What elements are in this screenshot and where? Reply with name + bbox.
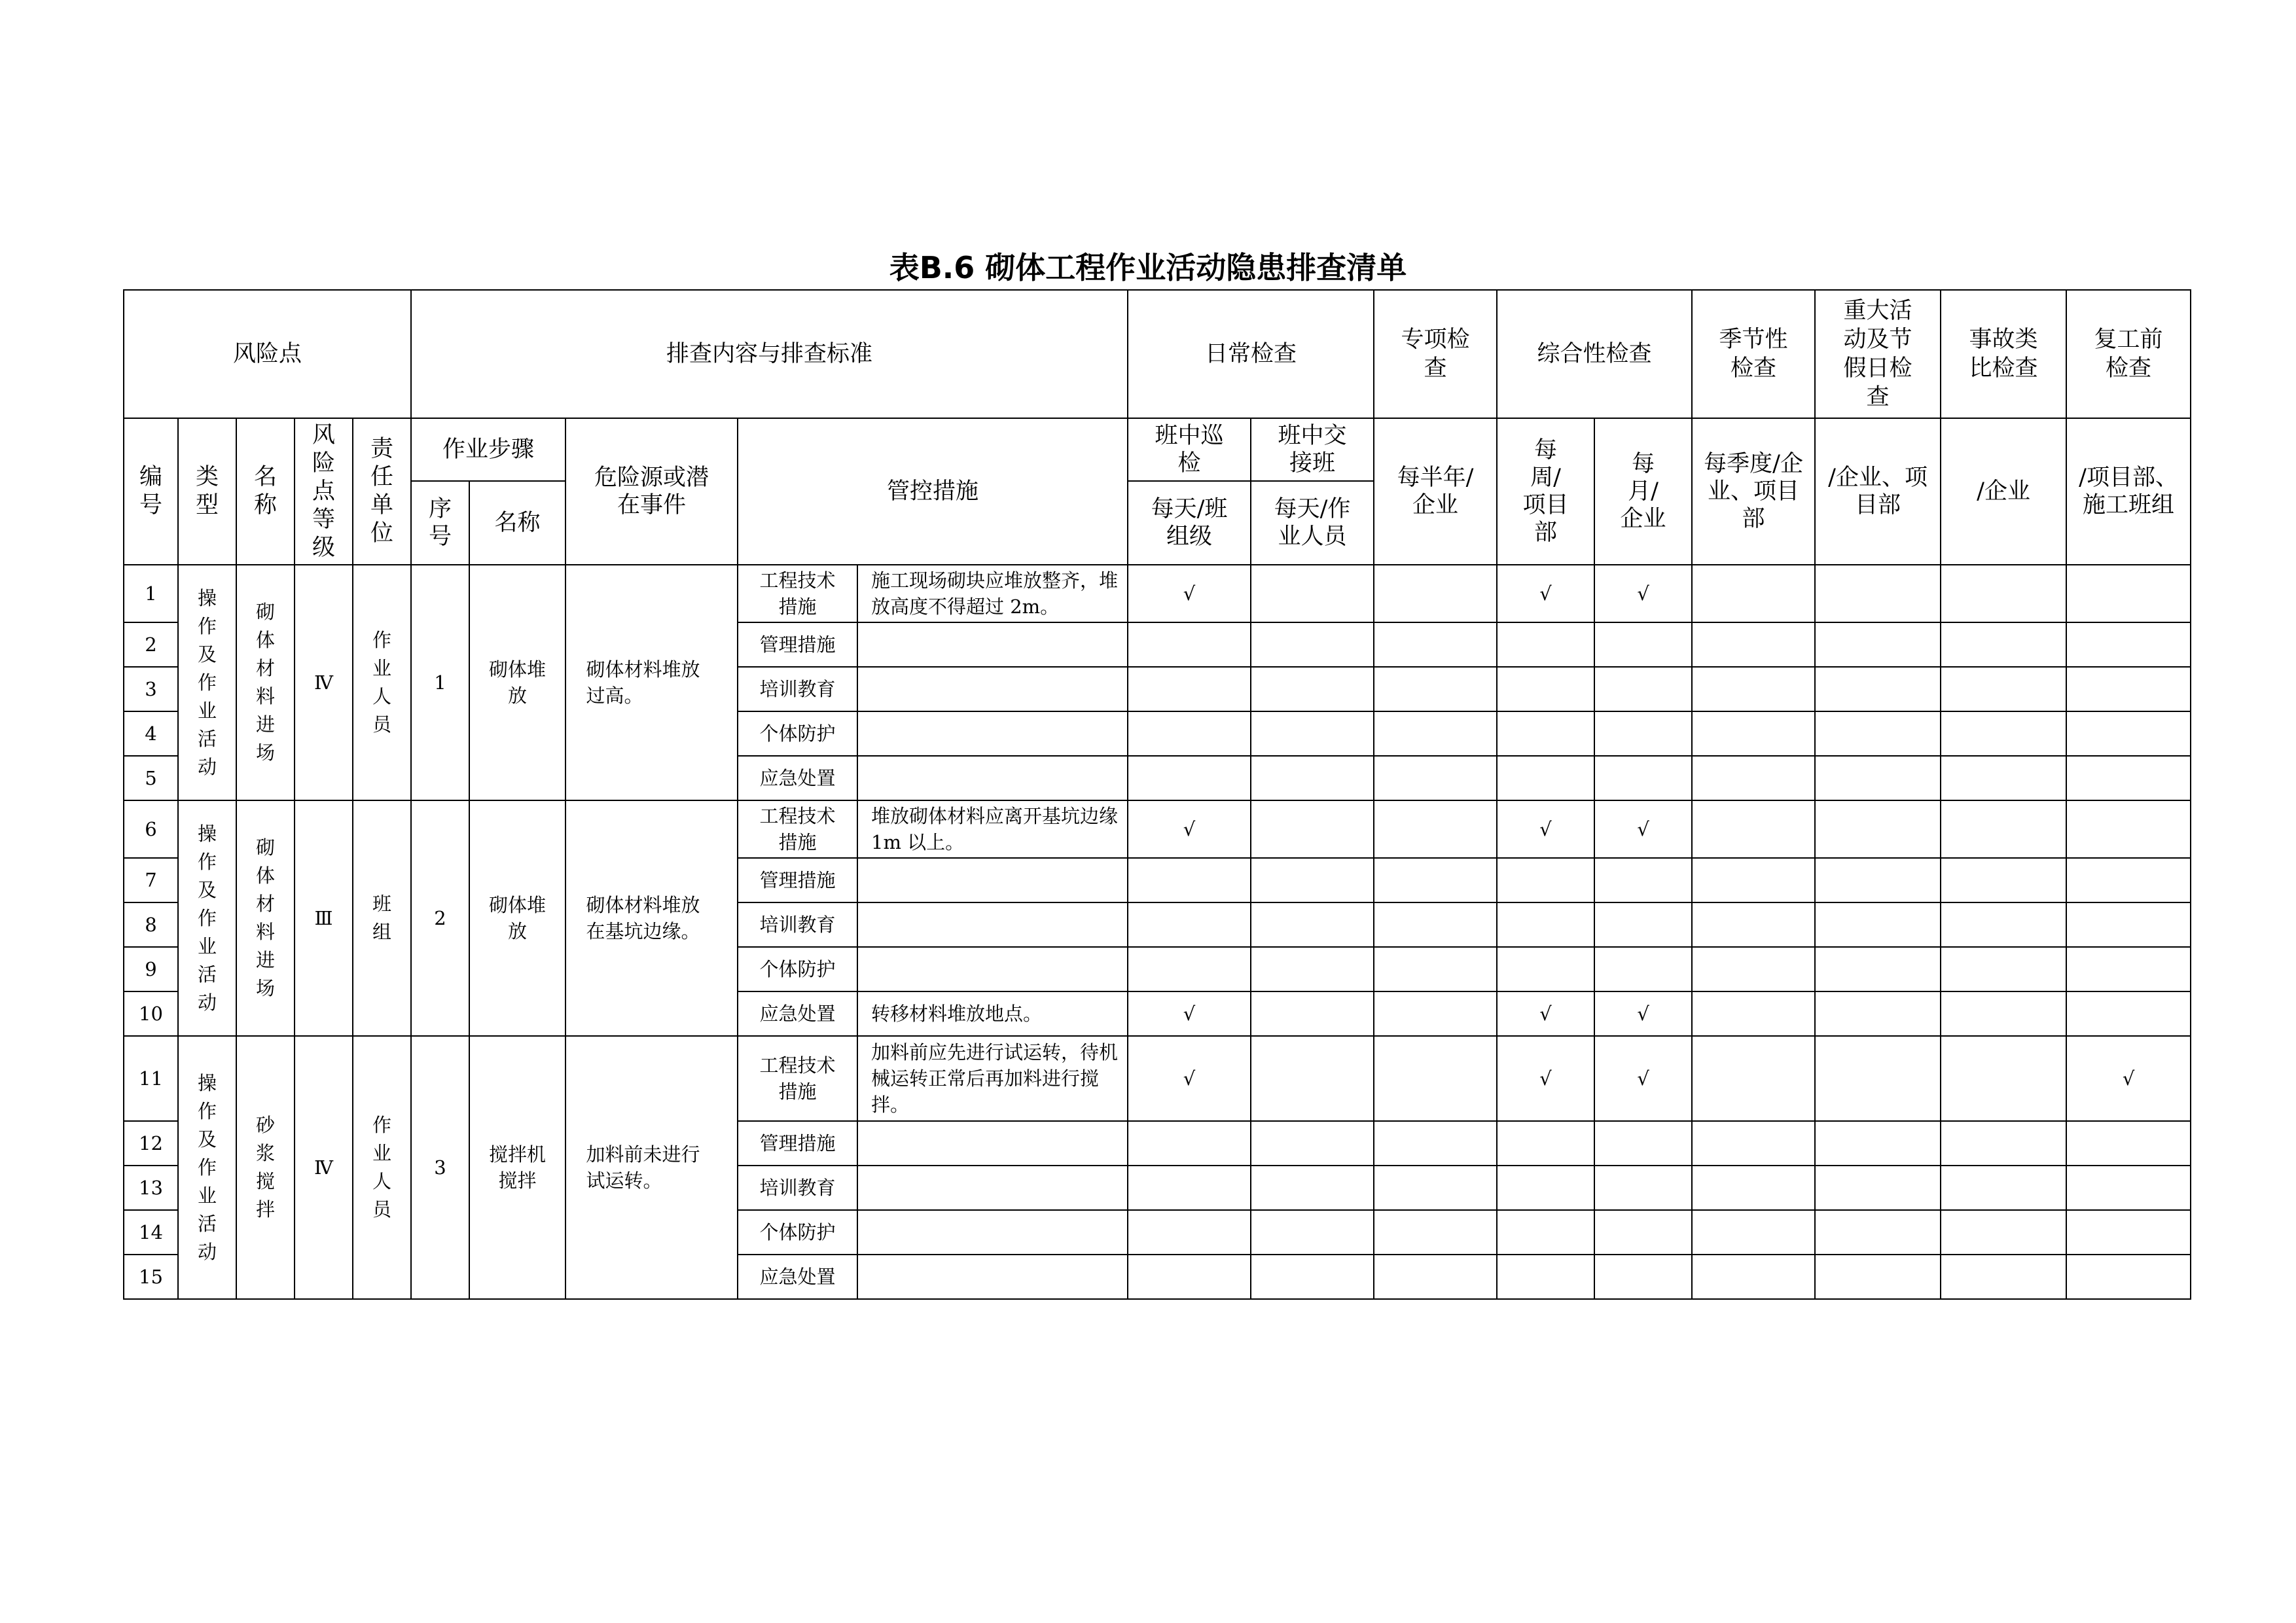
check-mark — [1815, 991, 1941, 1036]
check-mark — [1374, 800, 1497, 858]
control-measure: 堆放砌体材料应离开基坑边缘 1m 以上。 — [857, 800, 1128, 858]
header-type — [178, 418, 236, 565]
check-mark — [1941, 711, 2066, 756]
check-mark — [1374, 991, 1497, 1036]
check-mark: √ — [1594, 1036, 1692, 1121]
check-mark — [1815, 1166, 1941, 1210]
check-mark — [1497, 947, 1594, 991]
check-mark: √ — [1128, 991, 1251, 1036]
check-mark — [1251, 1036, 1374, 1121]
control-measure — [857, 1121, 1128, 1166]
hazard-event-text: 砌体材料堆放过高。 — [586, 658, 700, 707]
check-mark: √ — [1497, 1036, 1594, 1121]
check-mark — [1941, 1255, 2066, 1299]
check-mark — [1815, 1036, 1941, 1121]
check-mark — [1692, 1255, 1815, 1299]
check-mark — [1941, 667, 2066, 711]
control-measure: 转移材料堆放地点。 — [857, 991, 1128, 1036]
activity-type-text: 操作及作业活动 — [197, 822, 217, 1014]
check-mark — [1128, 947, 1251, 991]
step-name — [469, 1036, 565, 1299]
header-accident-org: /企业 — [1941, 418, 2066, 565]
check-mark — [2066, 800, 2191, 858]
check-mark — [1815, 858, 1941, 902]
check-mark — [1374, 756, 1497, 800]
check-mark — [1374, 1210, 1497, 1255]
hazard-event — [565, 800, 738, 1036]
header-control-measures: 管控措施 — [738, 418, 1128, 565]
control-measure — [857, 1210, 1128, 1255]
table-row — [124, 1036, 2191, 1121]
check-mark — [2066, 756, 2191, 800]
header-resume-org-label: /项目部、施工班组 — [2079, 465, 2178, 518]
check-mark — [2066, 858, 2191, 902]
check-mark — [1941, 1166, 2066, 1210]
check-mark — [1497, 902, 1594, 947]
control-category-text: 应急处置 — [759, 1266, 836, 1288]
header-shift-patrol — [1128, 418, 1251, 481]
check-mark: √ — [1594, 565, 1692, 622]
check-mark — [1251, 947, 1374, 991]
check-mark — [1251, 1166, 1374, 1210]
header-special-check — [1374, 290, 1497, 418]
header-daily-team-label: 每天/班组级 — [1151, 496, 1228, 550]
step-name-text: 搅拌机搅拌 — [489, 1143, 547, 1192]
check-mark — [1941, 991, 2066, 1036]
check-mark — [1374, 1036, 1497, 1121]
responsible-unit — [353, 1036, 411, 1299]
row-number: 7 — [124, 858, 178, 902]
hazard-event — [565, 1036, 738, 1299]
control-category-text: 工程技术措施 — [759, 1054, 836, 1103]
check-mark — [1374, 622, 1497, 667]
check-mark — [1941, 622, 2066, 667]
activity-name-text: 砌体材料进场 — [255, 836, 275, 999]
step-name — [469, 800, 565, 1036]
header-work-step: 作业步骤 — [411, 418, 565, 481]
header-shift-patrol-label: 班中巡检 — [1155, 423, 1224, 476]
header-holiday-check — [1815, 290, 1941, 418]
check-mark — [1128, 1166, 1251, 1210]
control-measure — [857, 622, 1128, 667]
step-seq: 1 — [411, 565, 469, 800]
row-number: 10 — [124, 991, 178, 1036]
check-mark — [1692, 622, 1815, 667]
header-name — [236, 418, 295, 565]
check-mark — [1374, 1121, 1497, 1166]
control-category-text: 个体防护 — [759, 958, 836, 980]
check-mark — [1941, 858, 2066, 902]
control-measure: 加料前应先进行试运转，待机械运转正常后再加料进行搅拌。 — [857, 1036, 1128, 1121]
check-mark — [1128, 711, 1251, 756]
step-name-text: 砌体堆放 — [489, 658, 547, 707]
check-mark — [1815, 800, 1941, 858]
responsible-unit-text: 班组 — [372, 893, 391, 943]
check-mark — [2066, 667, 2191, 711]
header-half-year-label: 每半年/企业 — [1397, 465, 1474, 518]
control-category — [738, 565, 857, 622]
check-mark — [1251, 565, 1374, 622]
check-mark — [1815, 947, 1941, 991]
header-no — [124, 418, 178, 565]
header-accident-check-label: 事故类比检查 — [1969, 327, 2038, 382]
check-mark — [2066, 1255, 2191, 1299]
hazard-checklist-table — [123, 289, 2191, 1300]
check-mark — [1594, 756, 1692, 800]
control-category — [738, 1255, 857, 1299]
control-category-text: 管理措施 — [759, 633, 836, 656]
table-row — [124, 565, 2191, 622]
check-mark — [1251, 1121, 1374, 1166]
activity-type — [178, 565, 236, 800]
control-category — [738, 1121, 857, 1166]
responsible-unit-text: 作业人员 — [372, 1114, 391, 1221]
check-mark — [1815, 1121, 1941, 1166]
check-mark — [1594, 1255, 1692, 1299]
responsible-unit-text: 作业人员 — [372, 629, 391, 736]
hazard-event-text: 砌体材料堆放在基坑边缘。 — [586, 894, 700, 942]
check-mark — [1815, 667, 1941, 711]
row-number: 11 — [124, 1036, 178, 1121]
step-name-text: 砌体堆放 — [489, 894, 547, 942]
activity-type — [178, 1036, 236, 1299]
check-mark — [2066, 1166, 2191, 1210]
control-category-text: 应急处置 — [759, 767, 836, 789]
header-responsible-unit — [353, 418, 411, 565]
header-seasonal-check — [1692, 290, 1815, 418]
header-risk-level-label: 风险点等级 — [312, 421, 335, 561]
control-measure — [857, 1255, 1128, 1299]
header-daily-worker — [1251, 481, 1374, 565]
header-daily-check: 日常检查 — [1128, 290, 1374, 418]
check-mark — [2066, 991, 2191, 1036]
control-category-text: 培训教育 — [759, 1177, 836, 1199]
check-mark — [1692, 1166, 1815, 1210]
check-mark — [1594, 711, 1692, 756]
check-mark — [1128, 622, 1251, 667]
check-mark — [1815, 756, 1941, 800]
header-resume-check-label: 复工前检查 — [2094, 327, 2163, 382]
check-mark — [1251, 711, 1374, 756]
check-mark — [2066, 902, 2191, 947]
control-category — [738, 1210, 857, 1255]
check-mark — [1692, 991, 1815, 1036]
check-mark — [2066, 622, 2191, 667]
check-mark — [1497, 667, 1594, 711]
control-category — [738, 858, 857, 902]
activity-name — [236, 1036, 295, 1299]
header-name-label: 名称 — [253, 464, 277, 518]
check-mark — [1374, 947, 1497, 991]
header-monthly — [1594, 418, 1692, 565]
header-quarterly-label: 每季度/企业、项目部 — [1704, 451, 1803, 532]
control-measure — [857, 902, 1128, 947]
control-category — [738, 991, 857, 1036]
check-mark — [1251, 1255, 1374, 1299]
check-mark — [1374, 711, 1497, 756]
header-seq — [411, 481, 469, 565]
control-category — [738, 947, 857, 991]
check-mark — [1815, 565, 1941, 622]
control-category-text: 管理措施 — [759, 1132, 836, 1154]
check-mark — [1594, 1166, 1692, 1210]
control-category — [738, 711, 857, 756]
check-mark — [1815, 1255, 1941, 1299]
check-mark — [2066, 711, 2191, 756]
check-mark — [1497, 756, 1594, 800]
header-responsible-unit-label: 责任单位 — [370, 436, 393, 546]
header-risk-point: 风险点 — [124, 290, 411, 418]
page-title: 表B.6 砌体工程作业活动隐患排查清单 — [889, 250, 1407, 285]
row-number: 5 — [124, 756, 178, 800]
activity-name — [236, 565, 295, 800]
header-no-label: 编号 — [139, 464, 162, 518]
control-category-text: 应急处置 — [759, 1003, 836, 1025]
table-row — [124, 800, 2191, 858]
control-category-text: 工程技术措施 — [759, 569, 836, 618]
check-mark — [2066, 565, 2191, 622]
activity-type-text: 操作及作业活动 — [197, 586, 217, 778]
control-measure — [857, 1166, 1128, 1210]
check-mark: √ — [1128, 565, 1251, 622]
control-category — [738, 1166, 857, 1210]
header-monthly-label: 每月/企业 — [1620, 451, 1666, 532]
check-mark: √ — [1128, 800, 1251, 858]
check-mark — [1692, 1036, 1815, 1121]
header-hazard — [565, 418, 738, 565]
check-mark — [1815, 711, 1941, 756]
check-mark — [2066, 1121, 2191, 1166]
check-mark — [1815, 1210, 1941, 1255]
table-body — [124, 565, 2191, 1299]
check-mark — [1594, 667, 1692, 711]
header-special-check-label: 专项检查 — [1401, 327, 1470, 382]
row-number: 13 — [124, 1166, 178, 1210]
header-resume-check — [2066, 290, 2191, 418]
header-shift-handover — [1251, 418, 1374, 481]
header-seq-label: 序号 — [429, 496, 452, 550]
header-risk-level — [295, 418, 353, 565]
step-seq: 2 — [411, 800, 469, 1036]
check-mark — [1497, 858, 1594, 902]
check-mark — [1497, 1210, 1594, 1255]
check-mark — [1692, 902, 1815, 947]
check-mark — [1128, 667, 1251, 711]
check-mark — [1941, 947, 2066, 991]
check-mark — [1251, 800, 1374, 858]
check-mark — [1128, 1210, 1251, 1255]
check-mark: √ — [1497, 991, 1594, 1036]
header-hazard-label: 危险源或潜在事件 — [594, 465, 709, 518]
check-mark — [1497, 1255, 1594, 1299]
activity-type-text: 操作及作业活动 — [197, 1071, 217, 1263]
control-measure — [857, 667, 1128, 711]
hazard-event — [565, 565, 738, 800]
check-mark — [1251, 902, 1374, 947]
row-number: 8 — [124, 902, 178, 947]
control-category-text: 个体防护 — [759, 722, 836, 745]
check-mark — [1941, 1210, 2066, 1255]
control-category — [738, 756, 857, 800]
header-holiday-check-label: 重大活动及节假日检查 — [1843, 298, 1912, 410]
header-accident-check — [1941, 290, 2066, 418]
header-half-year — [1374, 418, 1497, 565]
row-number: 6 — [124, 800, 178, 858]
check-mark — [1128, 1121, 1251, 1166]
control-category — [738, 800, 857, 858]
check-mark — [1594, 902, 1692, 947]
step-seq: 3 — [411, 1036, 469, 1299]
check-mark — [1941, 902, 2066, 947]
check-mark — [1374, 1255, 1497, 1299]
header-quarterly — [1692, 418, 1815, 565]
risk-level: Ⅲ — [295, 800, 353, 1036]
header-daily-team — [1128, 481, 1251, 565]
row-number: 3 — [124, 667, 178, 711]
check-mark — [1374, 667, 1497, 711]
row-number: 2 — [124, 622, 178, 667]
check-mark — [1251, 622, 1374, 667]
check-mark — [1128, 858, 1251, 902]
check-mark — [1692, 565, 1815, 622]
activity-type — [178, 800, 236, 1036]
check-mark — [1497, 622, 1594, 667]
control-measure — [857, 947, 1128, 991]
row-number: 12 — [124, 1121, 178, 1166]
control-measure — [857, 756, 1128, 800]
activity-name — [236, 800, 295, 1036]
header-resume-org — [2066, 418, 2191, 565]
header-step-name: 名称 — [469, 481, 565, 565]
control-category — [738, 1036, 857, 1121]
activity-name-text: 砂浆搅拌 — [255, 1114, 275, 1221]
step-name — [469, 565, 565, 800]
check-mark — [1692, 1210, 1815, 1255]
header-holiday-org — [1815, 418, 1941, 565]
check-mark — [1128, 902, 1251, 947]
control-category-text: 个体防护 — [759, 1221, 836, 1243]
check-mark — [1692, 667, 1815, 711]
control-measure — [857, 858, 1128, 902]
header-holiday-org-label: /企业、项目部 — [1828, 465, 1928, 518]
header-comprehensive-check: 综合性检查 — [1497, 290, 1692, 418]
row-number: 15 — [124, 1255, 178, 1299]
check-mark — [1815, 902, 1941, 947]
check-mark — [1374, 1166, 1497, 1210]
check-mark — [1374, 902, 1497, 947]
control-category-text: 培训教育 — [759, 914, 836, 936]
check-mark: √ — [2066, 1036, 2191, 1121]
header-type-label: 类型 — [195, 464, 219, 518]
control-category-text: 管理措施 — [759, 869, 836, 891]
check-mark — [1692, 756, 1815, 800]
check-mark — [1594, 858, 1692, 902]
check-mark — [1941, 1036, 2066, 1121]
check-mark — [1815, 622, 1941, 667]
control-category-text: 培训教育 — [759, 678, 836, 700]
check-mark — [1594, 622, 1692, 667]
row-number: 1 — [124, 565, 178, 622]
header-weekly — [1497, 418, 1594, 565]
row-number: 14 — [124, 1210, 178, 1255]
check-mark — [1251, 1210, 1374, 1255]
check-mark — [2066, 1210, 2191, 1255]
check-mark — [1374, 565, 1497, 622]
check-mark — [1497, 1121, 1594, 1166]
hazard-event-text: 加料前未进行试运转。 — [586, 1143, 700, 1192]
check-mark — [1594, 1121, 1692, 1166]
check-mark — [1692, 711, 1815, 756]
risk-level: Ⅳ — [295, 565, 353, 800]
activity-name-text: 砌体材料进场 — [255, 601, 275, 764]
check-mark — [1497, 1166, 1594, 1210]
check-mark: √ — [1497, 800, 1594, 858]
responsible-unit — [353, 565, 411, 800]
check-mark — [1497, 711, 1594, 756]
check-mark — [1941, 1121, 2066, 1166]
check-mark: √ — [1497, 565, 1594, 622]
check-mark — [2066, 947, 2191, 991]
row-number: 4 — [124, 711, 178, 756]
check-mark — [1128, 1255, 1251, 1299]
check-mark — [1251, 667, 1374, 711]
check-mark — [1128, 756, 1251, 800]
control-measure: 施工现场砌块应堆放整齐，堆放高度不得超过 2m。 — [857, 565, 1128, 622]
check-mark — [1251, 858, 1374, 902]
check-mark — [1251, 756, 1374, 800]
check-mark — [1692, 1121, 1815, 1166]
check-mark — [1941, 565, 2066, 622]
header-seasonal-check-label: 季节性检查 — [1719, 327, 1788, 382]
check-mark — [1594, 1210, 1692, 1255]
check-mark — [1692, 800, 1815, 858]
header-weekly-label: 每周/项目部 — [1522, 437, 1569, 546]
check-mark — [1594, 947, 1692, 991]
header-daily-worker-label: 每天/作业人员 — [1274, 496, 1351, 550]
control-measure — [857, 711, 1128, 756]
header-content-standard: 排查内容与排查标准 — [411, 290, 1128, 418]
responsible-unit — [353, 800, 411, 1036]
check-mark — [1941, 756, 2066, 800]
control-category — [738, 667, 857, 711]
control-category-text: 工程技术措施 — [759, 805, 836, 853]
check-mark: √ — [1594, 991, 1692, 1036]
check-mark: √ — [1594, 800, 1692, 858]
risk-level: Ⅳ — [295, 1036, 353, 1299]
check-mark — [1374, 858, 1497, 902]
check-mark — [1941, 800, 2066, 858]
check-mark — [1692, 858, 1815, 902]
check-mark: √ — [1128, 1036, 1251, 1121]
check-mark — [1692, 947, 1815, 991]
header-shift-handover-label: 班中交接班 — [1278, 423, 1347, 476]
row-number: 9 — [124, 947, 178, 991]
control-category — [738, 902, 857, 947]
control-category — [738, 622, 857, 667]
check-mark — [1251, 991, 1374, 1036]
